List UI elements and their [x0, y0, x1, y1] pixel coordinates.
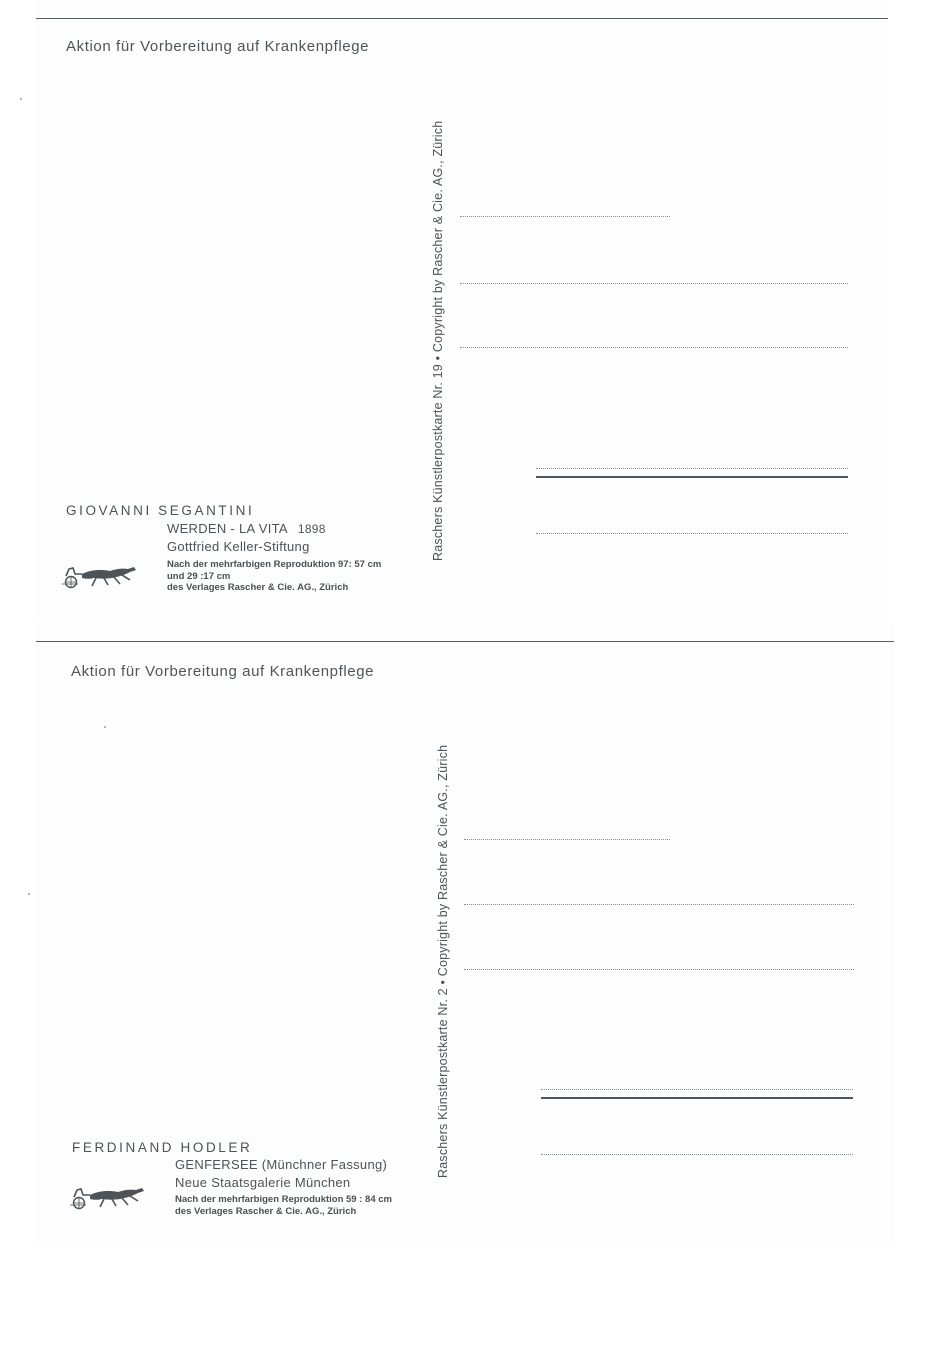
reproduction-note — [167, 559, 381, 594]
reproduction-line: Nach der mehrfarbigen Reproduktion 59 : 84 cm — [175, 1194, 392, 1205]
address-line — [464, 969, 854, 970]
address-underline — [536, 476, 848, 478]
address-line — [464, 904, 854, 905]
artwork-title-text: WERDEN - LA VITA — [167, 521, 288, 536]
artwork-title: GENFERSEE (Münchner Fassung) — [175, 1157, 388, 1172]
artwork-year: 1898 — [297, 522, 326, 536]
postcard-hodler — [36, 625, 894, 1245]
top-rule — [36, 18, 888, 19]
paper-speck — [20, 98, 22, 100]
reproduction-note — [175, 1194, 392, 1217]
address-underline — [541, 1097, 853, 1099]
aktion-heading: Aktion für Vorbereitung auf Krankenpflege — [71, 663, 375, 680]
address-line — [536, 468, 848, 469]
address-line — [541, 1089, 853, 1090]
address-line — [541, 1154, 853, 1155]
address-line — [460, 347, 848, 348]
artwork-title — [167, 521, 326, 536]
artist-name: FERDINAND HODLER — [72, 1140, 253, 1155]
collection-name: Gottfried Keller-Stiftung — [167, 539, 310, 554]
paper-speck — [104, 726, 106, 728]
artist-name: GIOVANNI SEGANTINI — [66, 503, 255, 518]
address-line — [536, 533, 848, 534]
reproduction-line: Nach der mehrfarbigen Reproduktion 97: 57 cm — [167, 559, 382, 570]
address-line — [460, 216, 670, 217]
paper-speck — [28, 893, 30, 895]
reproduction-line: des Verlages Rascher & Cie. AG., Zürich — [167, 582, 349, 593]
address-line — [464, 839, 670, 840]
chariot-horses-icon — [60, 560, 140, 592]
postcard-segantini — [36, 0, 888, 620]
collection-name: Neue Staatsgalerie München — [175, 1175, 351, 1190]
aktion-heading: Aktion für Vorbereitung auf Krankenpflege — [66, 38, 370, 55]
reproduction-line: und 29 :17 cm — [167, 570, 231, 582]
top-rule — [36, 641, 894, 642]
copyright-vertical-text: Raschers Künstlerpostkarte Nr. 2 • Copyright by Rascher & Cie. AG., Zürich — [436, 744, 450, 1178]
chariot-horses-icon — [68, 1181, 148, 1213]
copyright-vertical-text: Raschers Künstlerpostkarte Nr. 19 • Copyright by Rascher & Cie. AG., Zürich — [431, 120, 445, 561]
reproduction-line: des Verlages Rascher & Cie. AG., Zürich — [175, 1205, 357, 1217]
address-line — [460, 283, 848, 284]
